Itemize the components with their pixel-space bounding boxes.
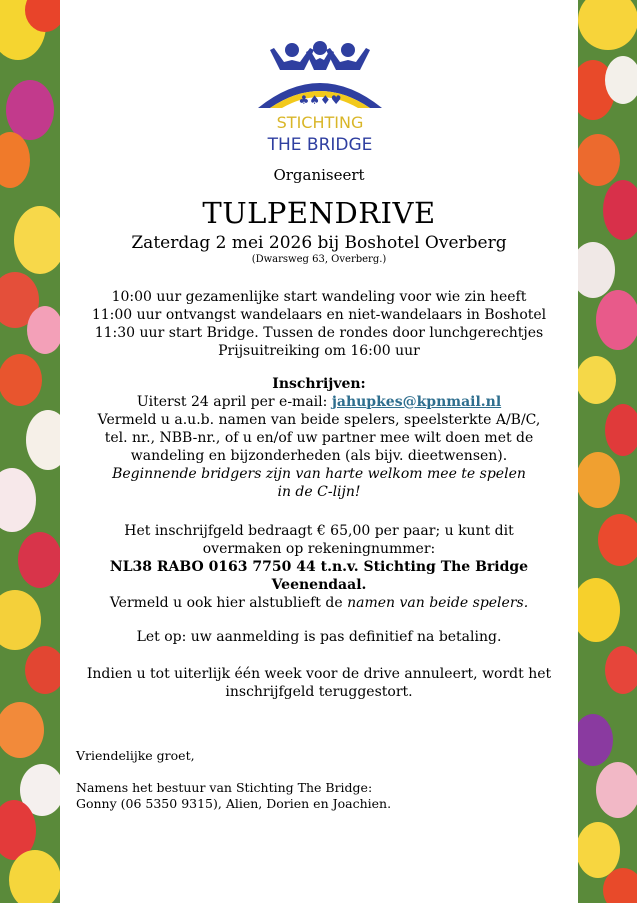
greeting: Vriendelijke groet, [76, 748, 195, 763]
cancellation-line: inschrijfgeld teruggestort. [225, 684, 413, 700]
schedule-item: 11:00 uur ontvangst wandelaars en niet-wandelaars in Boshotel [91, 307, 547, 323]
schedule-item: Prijsuitreiking om 16:00 uur [218, 343, 420, 359]
beginners-note: Beginnende bridgers zijn van harte welkom mee te spelen [112, 466, 526, 482]
cancellation-section [60, 665, 578, 701]
registration-instruction: Vermeld u a.u.b. namen van beide spelers, speelsterkte A/B/C, [97, 412, 541, 428]
signature-line: Namens het bestuur van Stichting The Bridge: [76, 780, 373, 795]
logo-line1: STICHTING [276, 113, 364, 132]
tulip-border-left [0, 0, 60, 903]
svg-text:♣♠♦♥: ♣♠♦♥ [298, 93, 342, 107]
account-city: Veenendaal. [271, 577, 367, 593]
schedule-item: 11:30 uur start Bridge. Tussen de rondes door lunchgerechtjes [94, 325, 544, 341]
event-address: (Dwarsweg 63, Overberg.) [251, 254, 387, 265]
cancellation-line: Indien u tot uiterlijk één week voor de drive annuleert, wordt het [86, 666, 552, 682]
registration-deadline: Uiterst 24 april per e-mail: [136, 394, 332, 410]
event-title: TULPENDRIVE [202, 196, 436, 230]
logo-line2: THE BRIDGE [267, 135, 373, 155]
schedule-item: 10:00 uur gezamenlijke start wandeling voor wie zin heeft [111, 289, 527, 305]
signature-names: Gonny (06 5350 9315), Alien, Dorien en Joachien. [76, 796, 392, 811]
stichting-the-bridge-logo [254, 40, 386, 155]
fee-line: Het inschrijfgeld bedraagt € 65,00 per paar; u kunt dit [124, 523, 514, 539]
payment-note: Let op: uw aanmelding is pas definitief na betaling. [136, 629, 502, 645]
organiseert-label: Organiseert [273, 166, 365, 184]
fee-section [60, 522, 578, 612]
flyer-page [60, 0, 578, 903]
closing-section [76, 748, 391, 812]
registration-email-link[interactable]: jahupkes@kpnmail.nl [331, 394, 502, 410]
event-date-location: Zaterdag 2 mei 2026 bij Boshotel Overberg [131, 233, 507, 253]
fee-line: overmaken op rekeningnummer: [202, 541, 436, 557]
tulip-border-right [578, 0, 637, 903]
registration-instruction: tel. nr., NBB-nr., of u en/of uw partner mee wilt doen met de [104, 430, 534, 446]
registration-section [60, 375, 578, 501]
fee-reminder: Vermeld u ook hier alstublieft de [109, 595, 348, 611]
fee-reminder-emphasis: namen van beide spelers. [347, 595, 529, 611]
registration-heading: Inschrijven: [272, 376, 366, 392]
beginners-note: in de C-lijn! [277, 484, 361, 500]
registration-instruction: wandeling en bijzonderheden (als bijv. dieetwensen). [130, 448, 508, 464]
schedule [60, 288, 578, 360]
account-number: NL38 RABO 0163 7750 44 t.n.v. Stichting The Bridge [109, 559, 529, 575]
